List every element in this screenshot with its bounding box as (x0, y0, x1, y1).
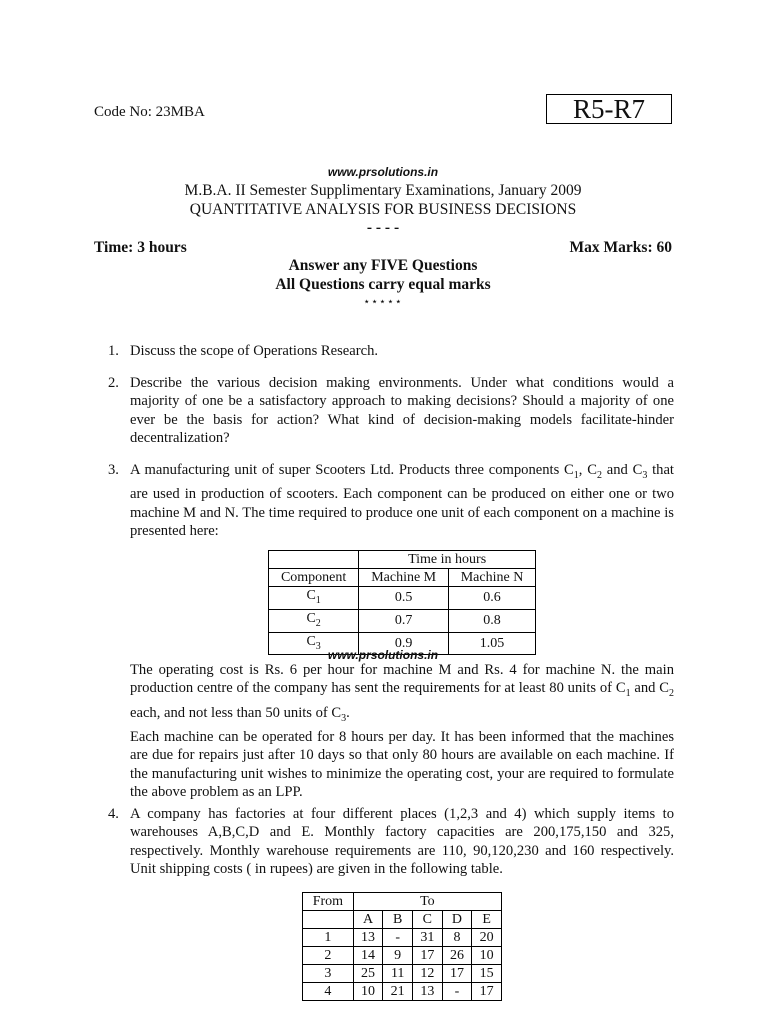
table-row: $C_1$ 0.5 0.6 (269, 587, 536, 610)
question-text: A manufacturing unit of super Scooters Ltd. Products three components $C_1$, $C_2$ and $C_3$ that are used in production of scooters. Each component can be produced on either one or two machine M and N. The time required to produce one unit of each component on a machine is presented here: (130, 462, 674, 540)
question-text: Discuss the scope of Operations Research. (130, 343, 379, 359)
question-number: 2. (108, 375, 119, 391)
time-marks-row (94, 239, 672, 257)
table-row: 1 13 - 31 8 20 (303, 929, 502, 947)
question-text: Each machine can be operated for 8 hours per day. It has been informed that the machines are due for repairs just after 10 days so that only 80 hours are available on each machine. If the manufacturing unit wishes to minimize the operating cost, your are required to formulate the above problem as an LPP. (130, 729, 674, 801)
question-text: Describe the various decision making environments. Under what conditions would a majority of one be a satisfactory approach to making decisions? Should a majority of one ever be the basis for action? What kind of decision-making models facilitate-hinder decentralization? (130, 375, 674, 447)
question-text: The operating cost is Rs. 6 per hour for machine M and Rs. 4 for machine N. the main production centre of the company has sent the requirements for at least 80 units of $C_1$ and $C_2$ each, and not less than 50 units of $C_3$. (130, 662, 674, 724)
question-number: 3. (108, 462, 119, 478)
table-row: 3 25 11 12 17 15 (303, 965, 502, 983)
table-row: $C_3$ 0.9 1.05 (269, 632, 536, 655)
exam-title: M.B.A. II Semester Supplimentary Examinations, January 2009 (184, 182, 582, 199)
table-group-header: Time in hours (359, 551, 536, 569)
shipping-cost-table: From To A B C D E 1 13 - 31 8 20 2 14 9 17 26 10 3 25 11 12 17 15 4 10 21 13 - 17 (302, 892, 502, 1001)
question-1 (108, 342, 674, 360)
table-header-machine-m: Machine M (359, 569, 449, 587)
watermark-middle: www.prsolutions.in (327, 648, 439, 662)
question-4 (108, 805, 674, 879)
time-allowed: Time: 3 hours (94, 239, 187, 256)
machine-time-table (268, 550, 536, 655)
instruction-equal-marks: All Questions carry equal marks (275, 276, 491, 293)
watermark-top: www.prsolutions.in (327, 165, 439, 179)
question-3 (108, 461, 674, 541)
question-number: 1. (108, 343, 119, 359)
max-marks: Max Marks: 60 (569, 239, 672, 256)
table-header-component: Component (269, 569, 359, 587)
table-header-from: From (303, 893, 354, 911)
question-text: A company has factories at four different places (1,2,3 and 4) which supply items to warehouses A,B,C,D and E. Monthly factory capacities are 200,175,150 and 325, respectively. Monthly warehouse requirements are 110, 90,120,230 and 160 respectively. Unit shipping costs ( in rupees) are given in the following table. (130, 806, 674, 878)
question-3-continuation (108, 661, 674, 802)
instruction-answer-five: Answer any FIVE Questions (288, 257, 478, 274)
table-row: 4 10 21 13 - 17 (303, 983, 502, 1001)
table-header-to: To (353, 893, 501, 911)
subject-title: QUANTITATIVE ANALYSIS FOR BUSINESS DECISIONS (189, 201, 577, 218)
question-2 (108, 374, 674, 448)
table-row: $C_2$ 0.7 0.8 (269, 609, 536, 632)
stars-divider: ⋆⋆⋆⋆⋆ (363, 296, 403, 308)
table-row: 2 14 9 17 26 10 (303, 947, 502, 965)
title-dashes: - - - - (366, 219, 400, 236)
table-header-machine-n: Machine N (449, 569, 536, 587)
regulation-box: R5-R7 (546, 94, 672, 124)
code-number: Code No: 23MBA (94, 104, 205, 120)
question-number: 4. (108, 806, 119, 822)
